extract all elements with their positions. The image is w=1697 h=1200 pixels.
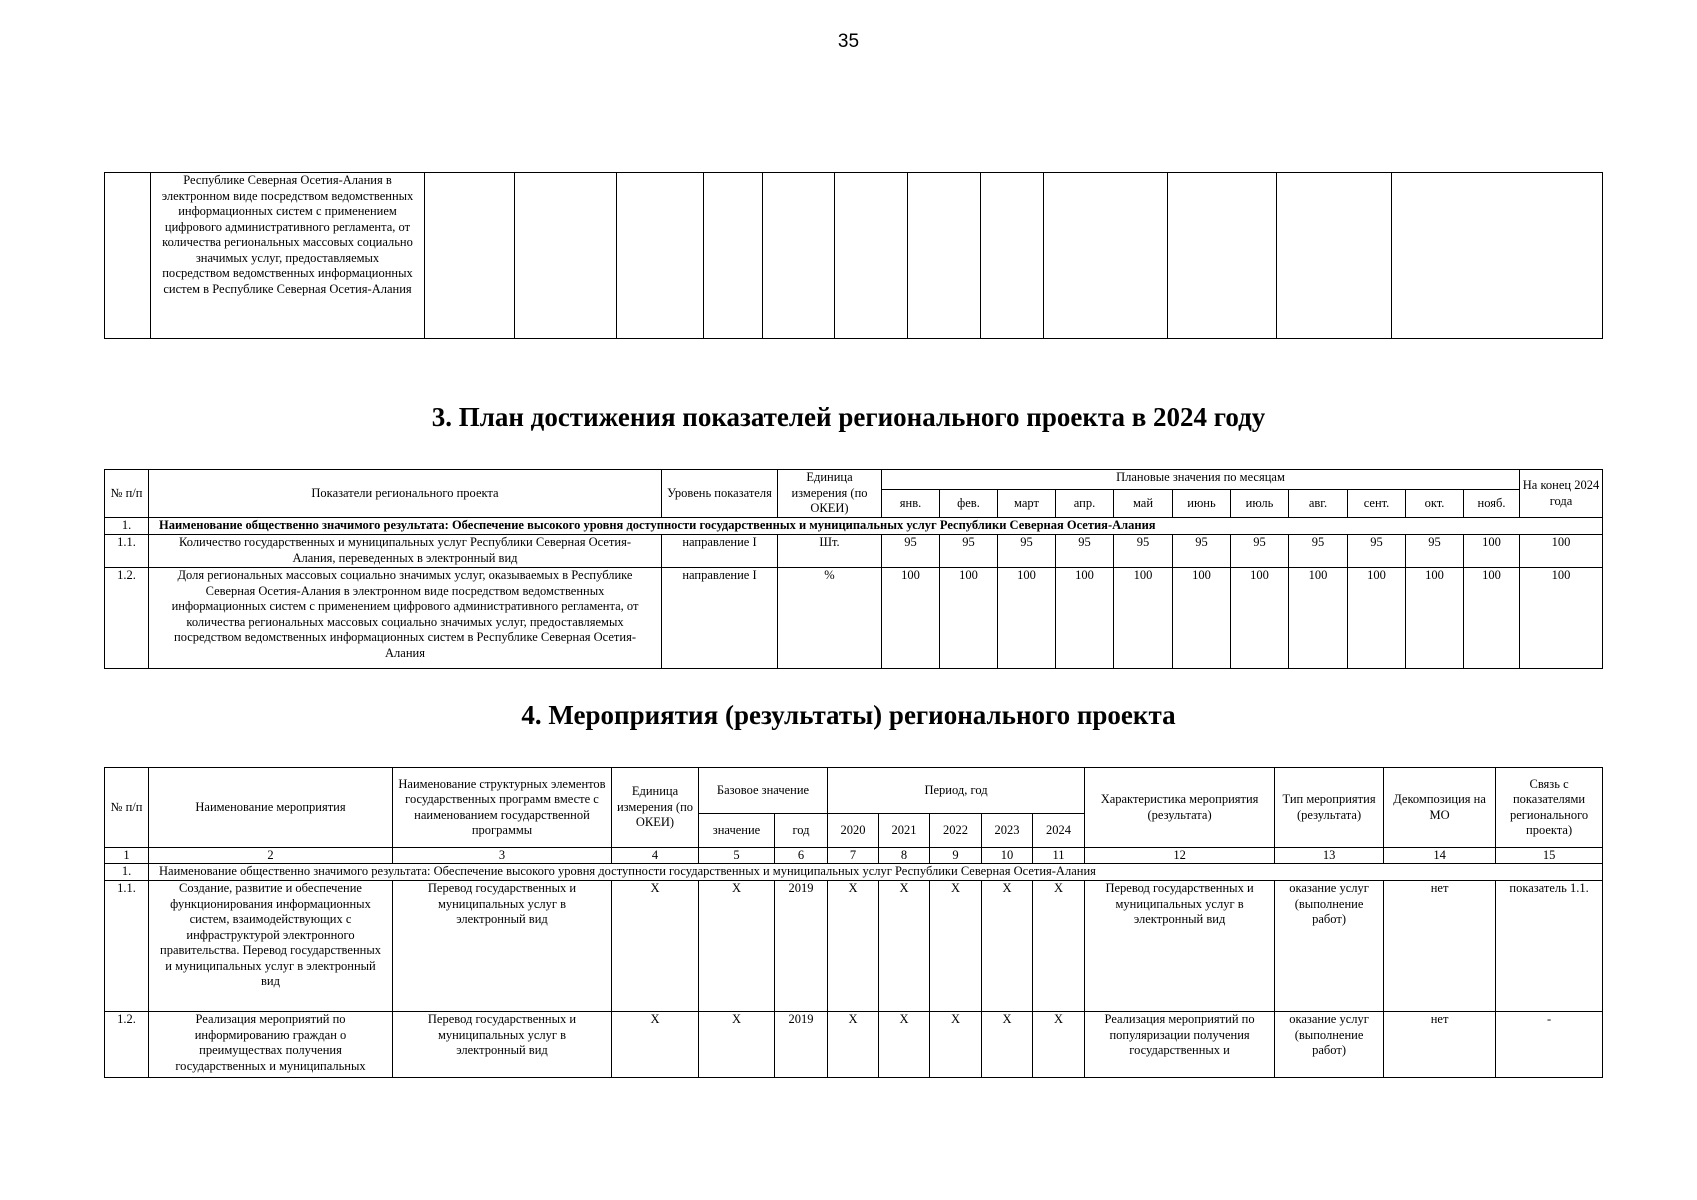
- header-month: авг.: [1289, 490, 1348, 518]
- indicator-link: показатель 1.1.: [1496, 881, 1603, 1012]
- group-result-name: Наименование общественно значимого результата: Обеспечение высокого уровня доступности государственных и муниципальных услуг Республики Северная Осетия-Алания: [149, 864, 1603, 881]
- month-value: 100: [1056, 568, 1114, 669]
- header-indicator: Показатели регионального проекта: [149, 470, 662, 518]
- decomposition: нет: [1384, 1012, 1496, 1078]
- header-end-of-year: На конец 2024 года: [1520, 470, 1603, 518]
- month-value: 95: [1173, 535, 1231, 568]
- structural-element: Перевод государственных и муниципальных услуг в электронный вид: [393, 1012, 612, 1078]
- row-num: 1.2.: [105, 568, 149, 669]
- header-base-val: значение: [699, 814, 775, 848]
- header-month: июнь: [1173, 490, 1231, 518]
- header-month: окт.: [1406, 490, 1464, 518]
- page-number: 35: [837, 31, 860, 52]
- header-structural-elements: Наименование структурных элементов государственных программ вместе с наименованием государственной программы: [393, 768, 612, 848]
- header-type: Тип мероприятия (результата): [1275, 768, 1384, 848]
- base-year: 2019: [775, 1012, 828, 1078]
- empty-cell: [763, 173, 835, 339]
- header-num: № п/п: [105, 768, 149, 848]
- header-unit: Единица измерения (по ОКЕИ): [778, 470, 882, 518]
- activity-name: Реализация мероприятий по информированию граждан о преимуществах получения государственных и муниципальных: [149, 1012, 393, 1078]
- indicator-name: Количество государственных и муниципальных услуг Республики Северная Осетия-Алания, переведенных в электронный вид: [149, 535, 662, 568]
- column-number: 15: [1496, 848, 1603, 864]
- year-value: Х: [828, 1012, 879, 1078]
- month-value: 95: [998, 535, 1056, 568]
- header-month: март: [998, 490, 1056, 518]
- header-month: июль: [1231, 490, 1289, 518]
- month-value: 100: [940, 568, 998, 669]
- group-result-name: Наименование общественно значимого результата: Обеспечение высокого уровня доступности государственных и муниципальных услуг Республики Северная Осетия-Алания: [149, 518, 1603, 535]
- month-value: 100: [998, 568, 1056, 669]
- indicator-link: -: [1496, 1012, 1603, 1078]
- continuation-table: [104, 172, 1603, 339]
- indicator-unit: %: [778, 568, 882, 669]
- row-num: 1.1.: [105, 881, 149, 1012]
- header-link: Связь с показателями регионального проекта): [1496, 768, 1603, 848]
- header-year: 2022: [930, 814, 982, 848]
- header-month: янв.: [882, 490, 940, 518]
- row-num: 1.2.: [105, 1012, 149, 1078]
- year-value: Х: [982, 881, 1033, 1012]
- empty-cell: [1044, 173, 1168, 339]
- column-number: 4: [612, 848, 699, 864]
- characteristic: Реализация мероприятий по популяризации получения государственных и: [1085, 1012, 1275, 1078]
- month-value: 95: [940, 535, 998, 568]
- empty-cell: [1277, 173, 1392, 339]
- empty-cell: [515, 173, 617, 339]
- header-period: Период, год: [828, 768, 1085, 814]
- decomposition: нет: [1384, 881, 1496, 1012]
- column-number: 9: [930, 848, 982, 864]
- empty-cell: [425, 173, 515, 339]
- year-value: Х: [1033, 1012, 1085, 1078]
- empty-cell: [981, 173, 1044, 339]
- column-number: 12: [1085, 848, 1275, 864]
- section4-title: 4. Мероприятия (результаты) регионального проекта: [521, 700, 1176, 730]
- header-month: апр.: [1056, 490, 1114, 518]
- group-num: 1.: [105, 864, 149, 881]
- header-base-year: год: [775, 814, 828, 848]
- column-number: 10: [982, 848, 1033, 864]
- month-value: 100: [882, 568, 940, 669]
- month-value: 95: [1406, 535, 1464, 568]
- column-number: 14: [1384, 848, 1496, 864]
- header-year: 2021: [879, 814, 930, 848]
- group-num: 1.: [105, 518, 149, 535]
- month-value: 95: [1056, 535, 1114, 568]
- column-number: 8: [879, 848, 930, 864]
- activity-type: оказание услуг (выполнение работ): [1275, 1012, 1384, 1078]
- empty-cell: [704, 173, 763, 339]
- header-planned: Плановые значения по месяцам: [882, 470, 1520, 490]
- end-value: 100: [1520, 568, 1603, 669]
- header-decomposition: Декомпозиция на МО: [1384, 768, 1496, 848]
- empty-cell: [1168, 173, 1277, 339]
- column-number: 11: [1033, 848, 1085, 864]
- column-number: 1: [105, 848, 149, 864]
- year-value: Х: [879, 1012, 930, 1078]
- row-num: 1.1.: [105, 535, 149, 568]
- column-number: 6: [775, 848, 828, 864]
- month-value: 100: [1464, 568, 1520, 669]
- year-value: Х: [1033, 881, 1085, 1012]
- header-year: 2023: [982, 814, 1033, 848]
- month-value: 95: [882, 535, 940, 568]
- column-number: 3: [393, 848, 612, 864]
- month-value: 100: [1289, 568, 1348, 669]
- header-month: сент.: [1348, 490, 1406, 518]
- month-value: 95: [1114, 535, 1173, 568]
- activities-table: [104, 767, 1603, 1078]
- header-unit: Единица измерения (по ОКЕИ): [612, 768, 699, 848]
- column-number: 5: [699, 848, 775, 864]
- empty-cell: [617, 173, 704, 339]
- year-value: Х: [930, 1012, 982, 1078]
- end-value: 100: [1520, 535, 1603, 568]
- month-value: 100: [1114, 568, 1173, 669]
- indicator-level: направление I: [662, 535, 778, 568]
- base-year: 2019: [775, 881, 828, 1012]
- header-month: май: [1114, 490, 1173, 518]
- year-value: Х: [879, 881, 930, 1012]
- column-number: 13: [1275, 848, 1384, 864]
- empty-cell: [1392, 173, 1603, 339]
- empty-cell: [835, 173, 908, 339]
- empty-cell: [908, 173, 981, 339]
- month-value: 95: [1289, 535, 1348, 568]
- year-value: Х: [982, 1012, 1033, 1078]
- header-activity-name: Наименование мероприятия: [149, 768, 393, 848]
- month-value: 100: [1406, 568, 1464, 669]
- empty-cell: [105, 173, 151, 339]
- month-value: 100: [1173, 568, 1231, 669]
- unit-value: Х: [612, 1012, 699, 1078]
- section3-title: 3. План достижения показателей регионального проекта в 2024 году: [431, 402, 1266, 432]
- header-year: 2024: [1033, 814, 1085, 848]
- structural-element: Перевод государственных и муниципальных услуг в электронный вид: [393, 881, 612, 1012]
- indicator-level: направление I: [662, 568, 778, 669]
- header-num: № п/п: [105, 470, 149, 518]
- indicator-name: Доля региональных массовых социально значимых услуг, оказываемых в Республике Северная Осетия-Алания в электронном виде посредством ведомственных информационных систем с применением цифрового административного регламента, от количества региональных массовых социально значимых услуг, предоставляемых посредством ведомственных информационных систем в Республике Северная Осетия-Алания: [149, 568, 662, 669]
- continued-indicator-text: Республике Северная Осетия-Алания в электронном виде посредством ведомственных информационных систем с применением цифрового административного регламента, от количества региональных массовых социально значимых услуг, предоставляемых посредством ведомственных информационных систем в Республике Северная Осетия-Алания: [151, 173, 425, 339]
- column-number: 7: [828, 848, 879, 864]
- header-level: Уровень показателя: [662, 470, 778, 518]
- indicators-plan-table: [104, 469, 1603, 669]
- activity-name: Создание, развитие и обеспечение функционирования информационных систем, взаимодействующих с инфраструктурой электронного правительства. Перевод государственных и муниципальных услуг в электронный вид: [149, 881, 393, 1012]
- month-value: 100: [1348, 568, 1406, 669]
- year-value: Х: [930, 881, 982, 1012]
- unit-value: Х: [612, 881, 699, 1012]
- month-value: 95: [1348, 535, 1406, 568]
- base-value: Х: [699, 1012, 775, 1078]
- month-value: 100: [1464, 535, 1520, 568]
- year-value: Х: [828, 881, 879, 1012]
- indicator-unit: Шт.: [778, 535, 882, 568]
- header-month: фев.: [940, 490, 998, 518]
- header-base-value: Базовое значение: [699, 768, 828, 814]
- characteristic: Перевод государственных и муниципальных услуг в электронный вид: [1085, 881, 1275, 1012]
- month-value: 100: [1231, 568, 1289, 669]
- base-value: Х: [699, 881, 775, 1012]
- header-year: 2020: [828, 814, 879, 848]
- header-characteristic: Характеристика мероприятия (результата): [1085, 768, 1275, 848]
- column-number: 2: [149, 848, 393, 864]
- month-value: 95: [1231, 535, 1289, 568]
- activity-type: оказание услуг (выполнение работ): [1275, 881, 1384, 1012]
- header-month: нояб.: [1464, 490, 1520, 518]
